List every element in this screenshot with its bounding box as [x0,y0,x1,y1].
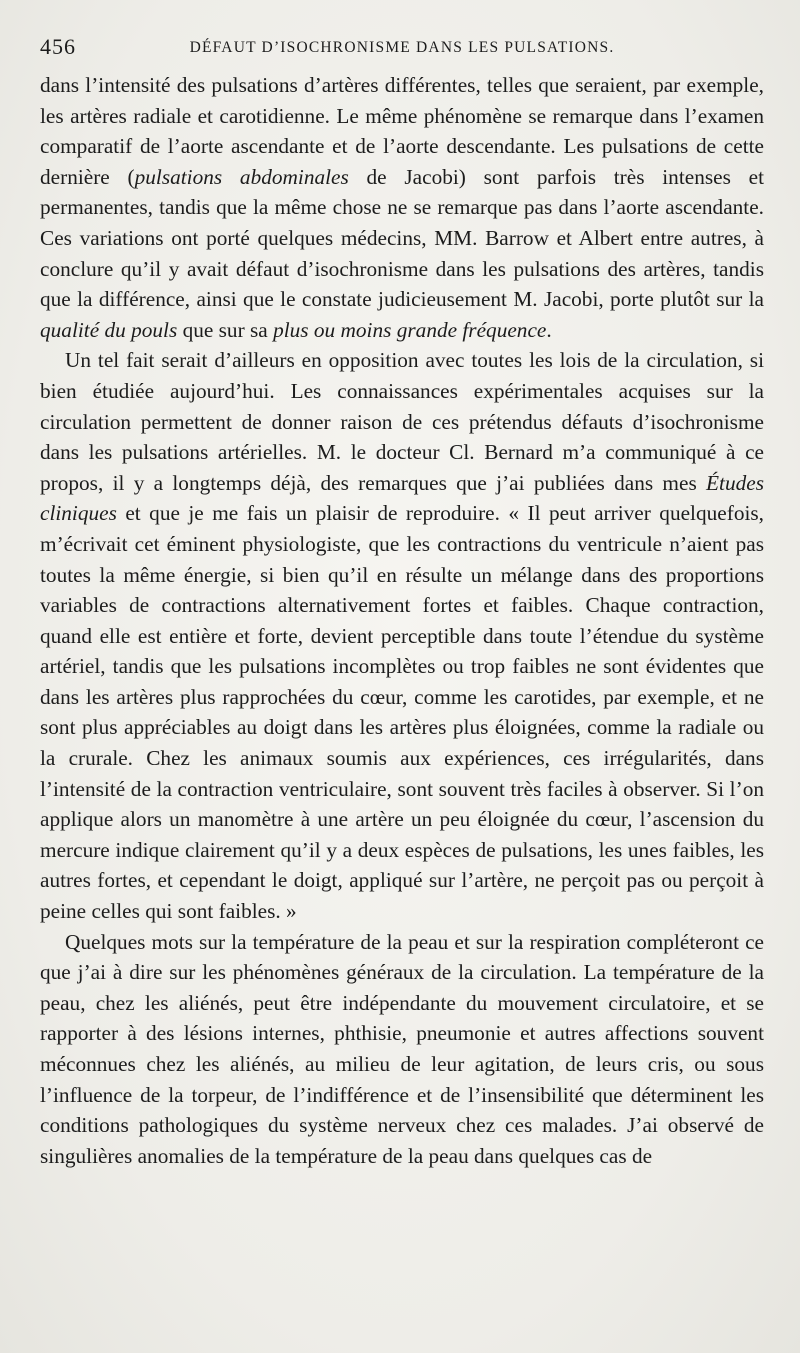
paragraph-1 [40,70,764,345]
text-segment: . [546,317,552,342]
paragraph-2 [40,345,764,926]
italic-phrase: Études cliniques [40,470,764,526]
text-segment: et que je me fais un plaisir de reproduire. « Il peut arriver quelquefois, m’écrivait cet éminent physiologiste, que les contractions du ventricule n’aient pas toutes la même énergie, si bien qu’il en résulte un mélange dans des proportions variables de contractions alternativement fortes et faibles. Chaque contraction, quand elle est entière et forte, devient perceptible dans toute l’étendue du système artériel, tandis que les pulsations incomplètes ou trop faibles ne sont évidentes que dans les artères plus rapprochées du cœur, comme les carotides, par exemple, et ne sont plus appréciables au doigt dans les artères plus éloignées, comme la radiale ou la crurale. Chez les animaux soumis aux expériences, ces irrégularités, dans l’intensité de la contraction ventriculaire, sont souvent très faciles à observer. Si l’on applique alors un manomètre à une artère un peu éloignée du cœur, l’ascension du mercure indique clairement qu’il y a deux espèces de pulsations, les unes faibles, les autres fortes, et cependant le doigt, appliqué sur l’artère, ne perçoit pas ou perçoit à peine celles qui sont faibles. » [40,501,764,924]
text-segment: dans l’intensité des pulsations d’artères différentes, telles que seraient, par exemple, les artères radiale et carotidienne. Le même phénomène se remarque dans l’examen comparatif de l’aorte ascendante et de l’aorte descendante. Les pulsations de cette dernière ( [40,73,764,189]
italic-phrase: qualité du pouls [40,317,178,342]
text-segment: Un tel fait serait d’ailleurs en opposition avec toutes les lois de la circulation, si bien étudiée aujourd’hui. Les connaissances expérimentales acquises sur la circulation permettent de donner raison de ces prétendus défauts d’isochronisme dans les pulsations artérielles. M. le docteur Cl. Bernard m’a communiqué à ce propos, il y a longtemps déjà, des remarques que j’ai publiées dans mes [40,348,764,495]
running-header [40,30,764,70]
text-segment: Quelques mots sur la température de la peau et sur la respiration compléteront ce que j’ai à dire sur les phénomènes généraux de la circulation. La température de la peau, chez les aliénés, peut être indépendante du mouvement circulatoire, et se rapporter à des lésions internes, phthisie, pneumonie et autres affections souvent méconnues chez les aliénés, au milieu de leur agitation, de leurs cris, ou sous l’influence de la torpeur, de l’indifférence et de l’insensibilité que déterminent les conditions pathologiques du système nerveux chez ces malades. J’ai observé de singulières anomalies de la température de la peau dans quelques cas de [40,929,764,1168]
paragraph-3 [40,927,764,1172]
body-text [40,70,764,1171]
page-number: 456 [40,34,76,59]
text-segment: de Jacobi) sont parfois très intenses et permanentes, tandis que la même chose ne se remarque pas dans l’aorte ascendante. Ces variations ont porté quelques médecins, MM. Barrow et Albert entre autres, à conclure qu’il y avait défaut d’isochronisme dans les pulsations des artères, tandis que la différence, ainsi que le constate judicieusement M. Jacobi, porte plutôt sur la [40,164,764,312]
running-title: DÉFAUT D’ISOCHRONISME DANS LES PULSATIONS. [189,39,615,56]
text-segment: que sur sa [177,317,274,342]
italic-phrase: plus ou moins grande fréquence [273,317,547,342]
italic-phrase: pulsations abdominales [134,164,349,189]
